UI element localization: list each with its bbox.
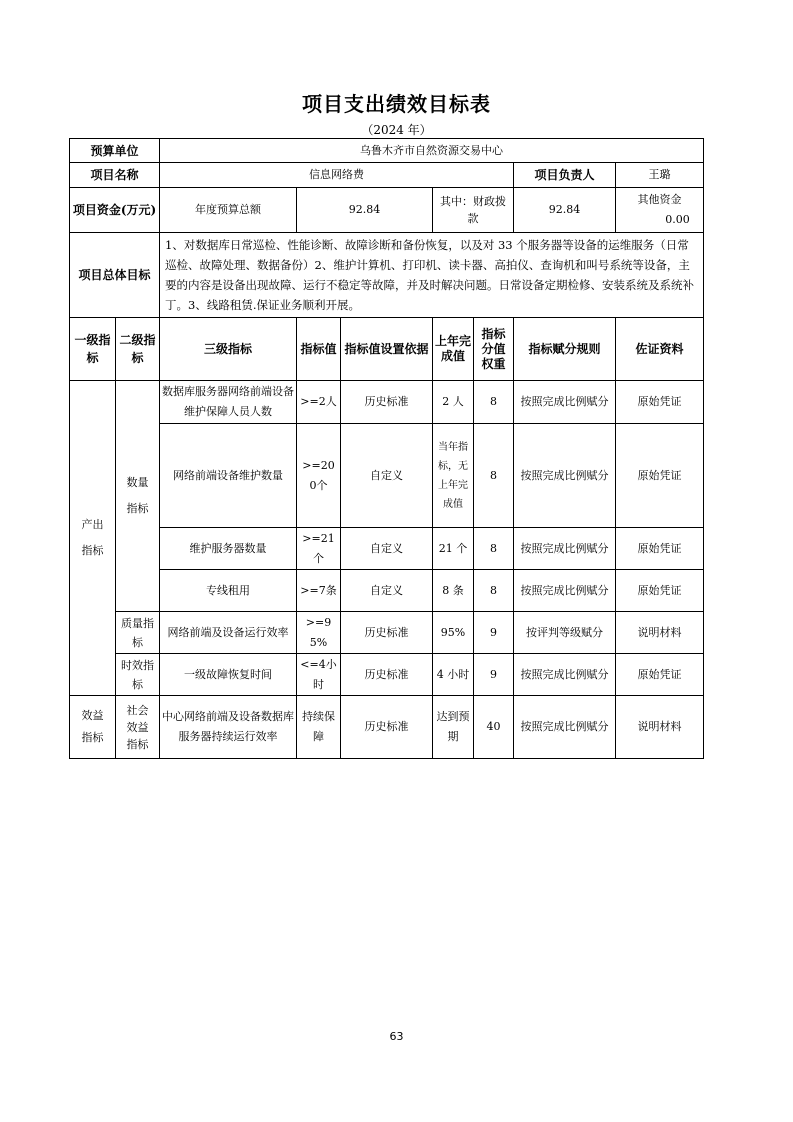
fiscal-value: 92.84 [514, 188, 616, 233]
row-name: 维护服务器数量 [160, 528, 297, 570]
row-name: 专线租用 [160, 570, 297, 612]
row-evidence: 原始凭证 [616, 570, 704, 612]
project-owner-label: 项目负责人 [514, 163, 616, 188]
table-row [70, 424, 704, 528]
row-evidence: 原始凭证 [616, 381, 704, 424]
row-last: 当年指标，无上年完成值 [433, 424, 474, 528]
table-row [70, 570, 704, 612]
annual-total-label: 年度预算总额 [160, 188, 297, 233]
project-name-value: 信息网络费 [160, 163, 514, 188]
row-name: 数据库服务器网络前端设备维护保障人员人数 [160, 381, 297, 424]
row-last: 21 个 [433, 528, 474, 570]
overall-goal-row [70, 233, 704, 318]
row-evidence: 原始凭证 [616, 528, 704, 570]
group-timeliness: 时效指标 [116, 654, 160, 696]
project-funds-label: 项目资金(万元) [70, 188, 160, 233]
other-funds-value: 0.00 [665, 213, 690, 226]
table-row [70, 528, 704, 570]
row-rule: 按照完成比例赋分 [514, 381, 616, 424]
row-name: 网络前端设备维护数量 [160, 424, 297, 528]
other-funds-cell [616, 188, 704, 233]
group-quality: 质量指标 [116, 612, 160, 654]
row-evidence: 说明材料 [616, 612, 704, 654]
annual-total-value: 92.84 [297, 188, 433, 233]
row-basis: 自定义 [341, 528, 433, 570]
header-rule: 指标赋分规则 [514, 318, 616, 381]
header-evidence: 佐证资料 [616, 318, 704, 381]
row-evidence: 原始凭证 [616, 654, 704, 696]
row-rule: 按照完成比例赋分 [514, 424, 616, 528]
row-weight: 9 [474, 612, 514, 654]
row-basis: 历史标准 [341, 654, 433, 696]
overall-goal-text: 1、对数据库日常巡检、性能诊断、故障诊断和备份恢复，以及对 33 个服务器等设备的运维服务（日常巡检、故障处理、数据备份）2、维护计算机、打印机、读卡器、高拍仪、查询机和叫号系统等设备，主要的内容是设备出现故障、运行不稳定等故障，并及时解决问题。日常设备定期检修、安装系统及系统补丁。3、线路租赁.保证业务顺利开展。 [160, 233, 704, 318]
row-basis: 自定义 [341, 570, 433, 612]
row-weight: 8 [474, 528, 514, 570]
row-basis: 历史标准 [341, 612, 433, 654]
budget-unit-value: 乌鲁木齐市自然资源交易中心 [160, 139, 704, 163]
row-basis: 历史标准 [341, 381, 433, 424]
year-label: （2024 年） [361, 123, 432, 137]
project-name-label: 项目名称 [70, 163, 160, 188]
table-row [70, 612, 704, 654]
row-value: >=95% [297, 612, 341, 654]
row-basis: 历史标准 [341, 696, 433, 759]
row-value: >=21个 [297, 528, 341, 570]
row-rule: 按照完成比例赋分 [514, 696, 616, 759]
header-value: 指标值 [297, 318, 341, 381]
row-last: 8 条 [433, 570, 474, 612]
header-basis: 指标值设置依据 [341, 318, 433, 381]
row-value: >=200个 [297, 424, 341, 528]
fiscal-label: 其中：财政拨款 [433, 188, 514, 233]
header-level1: 一级指标 [70, 318, 116, 381]
group-quantity: 数量指标 [116, 381, 160, 612]
table-row [70, 381, 704, 424]
row-name: 网络前端及设备运行效率 [160, 612, 297, 654]
row-rule: 按评判等级赋分 [514, 612, 616, 654]
row-last: 95% [433, 612, 474, 654]
row-value: >=7条 [297, 570, 341, 612]
group-benefit: 效益指标 [70, 696, 116, 759]
row-weight: 40 [474, 696, 514, 759]
row-last: 2 人 [433, 381, 474, 424]
row-weight: 8 [474, 570, 514, 612]
row-evidence: 说明材料 [616, 696, 704, 759]
row-evidence: 原始凭证 [616, 424, 704, 528]
header-level2: 二级指标 [116, 318, 160, 381]
budget-unit-label: 预算单位 [70, 139, 160, 163]
row-weight: 8 [474, 381, 514, 424]
page-title: 项目支出绩效目标表 [302, 92, 491, 116]
project-owner-value: 王璐 [616, 163, 704, 188]
other-funds-label: 其他资金 [637, 193, 682, 206]
header-last-year: 上年完成值 [433, 318, 474, 381]
group-social: 社会效益指标 [116, 696, 160, 759]
row-value: <=4小时 [297, 654, 341, 696]
row-name: 一级故障恢复时间 [160, 654, 297, 696]
row-value: >=2人 [297, 381, 341, 424]
row-last: 4 小时 [433, 654, 474, 696]
group-output: 产出指标 [70, 381, 116, 696]
row-value: 持续保障 [297, 696, 341, 759]
overall-goal-label: 项目总体目标 [70, 233, 160, 318]
row-weight: 8 [474, 424, 514, 528]
row-basis: 自定义 [341, 424, 433, 528]
row-rule: 按照完成比例赋分 [514, 654, 616, 696]
row-last: 达到预期 [433, 696, 474, 759]
project-name-row [70, 163, 704, 188]
row-rule: 按照完成比例赋分 [514, 570, 616, 612]
budget-unit-row [70, 139, 704, 163]
project-funds-row [70, 188, 704, 233]
row-name: 中心网络前端及设备数据库服务器持续运行效率 [160, 696, 297, 759]
table-row [70, 654, 704, 696]
performance-table [69, 138, 704, 759]
table-row [70, 696, 704, 759]
row-rule: 按照完成比例赋分 [514, 528, 616, 570]
page-number: 63 [389, 1030, 404, 1043]
header-row [70, 318, 704, 381]
header-level3: 三级指标 [160, 318, 297, 381]
row-weight: 9 [474, 654, 514, 696]
header-weight: 指标分值权重 [474, 318, 514, 381]
